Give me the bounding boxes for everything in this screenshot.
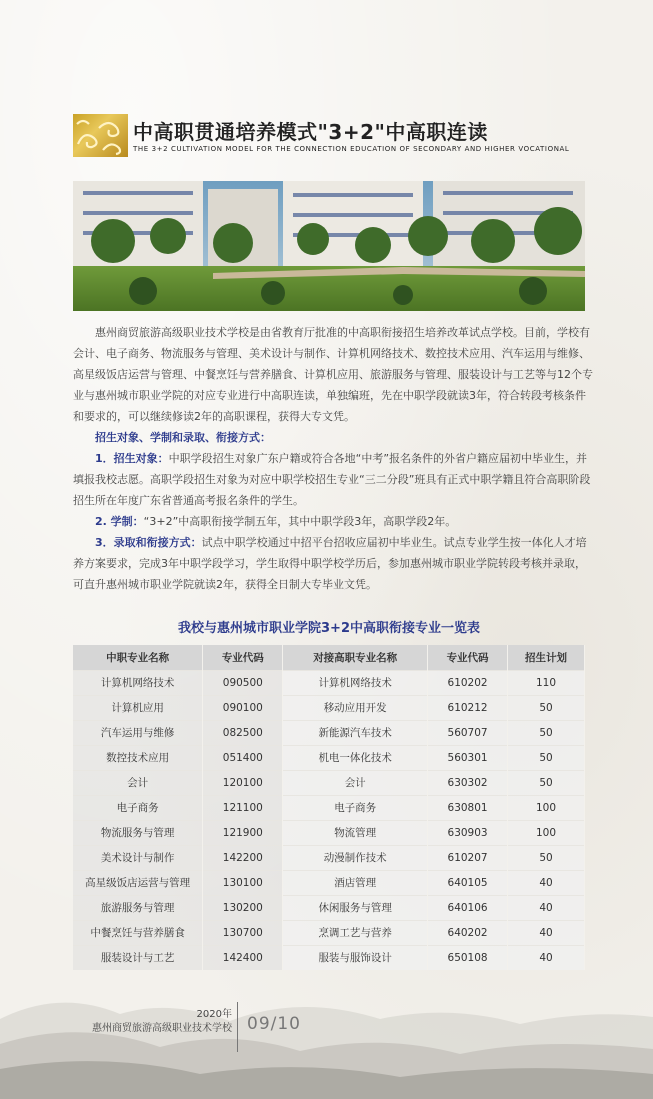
- table-cell: 服装设计与工艺: [73, 945, 203, 970]
- major-table: [73, 645, 585, 970]
- column-header: 对接高职专业名称: [283, 645, 428, 670]
- table-cell: 动漫制作技术: [283, 845, 428, 870]
- table-cell: 051400: [203, 745, 283, 770]
- table-cell: 630903: [428, 820, 508, 845]
- table-cell: 121100: [203, 795, 283, 820]
- table-cell: 120100: [203, 770, 283, 795]
- table-row: [73, 720, 585, 745]
- table-cell: 50: [508, 745, 585, 770]
- table-row: [73, 695, 585, 720]
- item-text: “3+2”中高职衔接学制五年，其中中职学段3年，高职学段2年。: [143, 515, 457, 528]
- table-cell: 630302: [428, 770, 508, 795]
- table-cell: 090500: [203, 670, 283, 695]
- table-cell: 休闲服务与管理: [283, 895, 428, 920]
- table-row: [73, 920, 585, 945]
- page-header: [73, 112, 593, 162]
- table-cell: 110: [508, 670, 585, 695]
- table-cell: 会计: [73, 770, 203, 795]
- table-cell: 50: [508, 770, 585, 795]
- table-cell: 560301: [428, 745, 508, 770]
- table-cell: 610207: [428, 845, 508, 870]
- table-cell: 640202: [428, 920, 508, 945]
- article-body: [73, 322, 593, 595]
- column-header: 招生计划: [508, 645, 585, 670]
- table-cell: 142400: [203, 945, 283, 970]
- footer-divider: [237, 1002, 238, 1052]
- table-cell: 50: [508, 845, 585, 870]
- table-cell: 会计: [283, 770, 428, 795]
- table-cell: 130200: [203, 895, 283, 920]
- decorative-cloud-logo: [73, 114, 128, 157]
- item-duration: [73, 511, 593, 532]
- table-cell: 中餐烹饪与营养膳食: [73, 920, 203, 945]
- table-cell: 计算机网络技术: [73, 670, 203, 695]
- table-cell: 50: [508, 695, 585, 720]
- column-header: 专业代码: [203, 645, 283, 670]
- table-cell: 电子商务: [283, 795, 428, 820]
- table-cell: 560707: [428, 720, 508, 745]
- table-header-row: [73, 645, 585, 670]
- table-cell: 服装与服饰设计: [283, 945, 428, 970]
- table-cell: 酒店管理: [283, 870, 428, 895]
- table-cell: 机电一体化技术: [283, 745, 428, 770]
- table-cell: 610202: [428, 670, 508, 695]
- table-cell: 40: [508, 895, 585, 920]
- page-title: 中高职贯通培养模式"3+2"中高职连读: [133, 120, 488, 144]
- page-number: 09/10: [247, 1014, 301, 1034]
- table-cell: 移动应用开发: [283, 695, 428, 720]
- item-label: 1．招生对象：: [95, 452, 169, 465]
- table-cell: 40: [508, 920, 585, 945]
- item-label: 2. 学制：: [95, 515, 144, 528]
- table-cell: 高星级饭店运营与管理: [73, 870, 203, 895]
- table-cell: 物流管理: [283, 820, 428, 845]
- item-text: 试点中职学校通过中招平台招收应届初中毕业生。试点专业学生按一体化人才培养方案要求，完成3年中职学段学习，学生取得中职学校学历后，参加惠州城市职业学院转段考核并录取，可直升惠州城市职业学院就读2年，获得全日制大专毕业文凭。: [73, 536, 587, 591]
- footer-school: 惠州商贸旅游高级职业技术学校: [92, 1023, 232, 1034]
- table-cell: 130100: [203, 870, 283, 895]
- footer-info: [60, 1008, 232, 1036]
- page-subtitle: THE 3+2 CULTIVATION MODEL FOR THE CONNECTION EDUCATION OF SECONDARY AND HIGHER VOCATIONAL: [133, 145, 570, 153]
- table-row: [73, 770, 585, 795]
- table-body: [73, 670, 585, 970]
- table-row: [73, 795, 585, 820]
- table-cell: 烹调工艺与营养: [283, 920, 428, 945]
- table-cell: 121900: [203, 820, 283, 845]
- item-label: 3．录取和衔接方式：: [95, 536, 202, 549]
- table-cell: 100: [508, 820, 585, 845]
- column-header: 专业代码: [428, 645, 508, 670]
- table-row: [73, 895, 585, 920]
- table-row: [73, 870, 585, 895]
- item-enrollment: [73, 448, 593, 511]
- table-cell: 旅游服务与管理: [73, 895, 203, 920]
- table-cell: 计算机网络技术: [283, 670, 428, 695]
- table-cell: 50: [508, 720, 585, 745]
- table-cell: 计算机应用: [73, 695, 203, 720]
- table-cell: 汽车运用与维修: [73, 720, 203, 745]
- table-cell: 物流服务与管理: [73, 820, 203, 845]
- item-text: 中职学段招生对象广东户籍或符合各地“中考”报名条件的外省户籍应届初中毕业生，并填报我校志愿。高职学段招生对象为对应中职学校招生专业“三二分段”班具有正式中职学籍且符合高职阶段招生所在年度广东省普通高考报名条件的学生。: [73, 452, 591, 507]
- table-cell: 100: [508, 795, 585, 820]
- table-cell: 新能源汽车技术: [283, 720, 428, 745]
- table-cell: 640106: [428, 895, 508, 920]
- table-cell: 数控技术应用: [73, 745, 203, 770]
- table-cell: 640105: [428, 870, 508, 895]
- table-cell: 630801: [428, 795, 508, 820]
- table-row: [73, 670, 585, 695]
- table-cell: 090100: [203, 695, 283, 720]
- campus-photo: [73, 181, 585, 311]
- table-row: [73, 845, 585, 870]
- intro-paragraph: 惠州商贸旅游高级职业技术学校是由省教育厅批准的中高职衔接招生培养改革试点学校。目前，学校有会计、电子商务、物流服务与管理、美术设计与制作、计算机网络技术、数控技术应用、汽车运用与维修、高星级饭店运营与管理、中餐烹饪与营养膳食、计算机应用、旅游服务与管理、服装设计与工艺等与12个专业与惠州城市职业学院的对应专业进行中高职连读，单独编班，先在中职学段就读3年，符合转段考核条件和要求的，可以继续修读2年的高职课程，获得大专文凭。: [73, 326, 593, 423]
- table-row: [73, 745, 585, 770]
- item-admission: [73, 532, 593, 595]
- table-cell: 610212: [428, 695, 508, 720]
- table-cell: 40: [508, 870, 585, 895]
- column-header: 中职专业名称: [73, 645, 203, 670]
- section-heading: 招生对象、学制和录取、衔接方式：: [95, 431, 271, 444]
- table-cell: 电子商务: [73, 795, 203, 820]
- table-cell: 130700: [203, 920, 283, 945]
- table-cell: 美术设计与制作: [73, 845, 203, 870]
- table-title: 我校与惠州城市职业学院3+2中高职衔接专业一览表: [178, 621, 480, 636]
- table-cell: 650108: [428, 945, 508, 970]
- footer-year: 2020年: [196, 1009, 232, 1020]
- table-cell: 082500: [203, 720, 283, 745]
- table-cell: 40: [508, 945, 585, 970]
- table-cell: 142200: [203, 845, 283, 870]
- table-row: [73, 820, 585, 845]
